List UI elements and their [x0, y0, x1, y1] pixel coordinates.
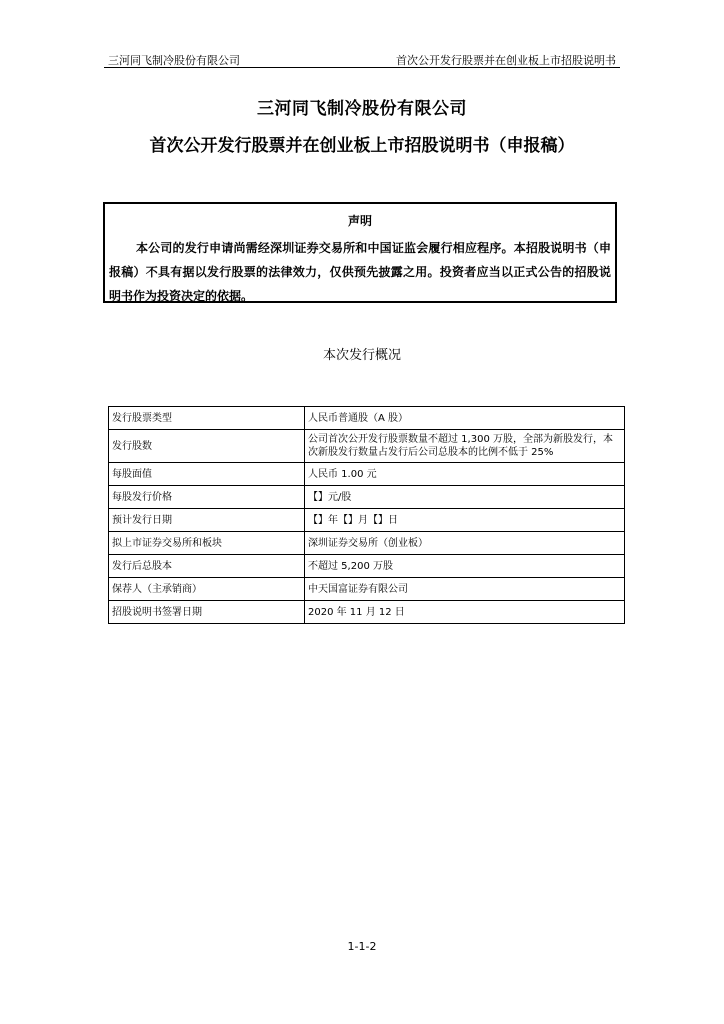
company-title: 三河同飞制冷股份有限公司 — [257, 99, 467, 119]
declaration-heading: 声明 — [347, 214, 372, 228]
table-row — [109, 509, 625, 532]
row-label: 招股说明书签署日期 — [109, 601, 305, 624]
running-header — [104, 48, 620, 68]
document-title: 首次公开发行股票并在创业板上市招股说明书（申报稿） — [149, 136, 575, 156]
overview-title: 本次发行概况 — [322, 348, 401, 363]
table-row — [109, 407, 625, 430]
row-label: 每股面值 — [109, 463, 305, 486]
table-row — [109, 578, 625, 601]
table-row — [109, 463, 625, 486]
row-value: 2020 年 11 月 12 日 — [305, 601, 625, 624]
row-value: 【】年【】月【】日 — [305, 509, 625, 532]
row-label: 发行后总股本 — [109, 555, 305, 578]
table-row — [109, 532, 625, 555]
row-label: 发行股数 — [109, 430, 305, 463]
table-row — [109, 430, 625, 463]
table-row — [109, 486, 625, 509]
page-number: 1-1-2 — [347, 940, 377, 953]
row-label: 拟上市证券交易所和板块 — [109, 532, 305, 555]
row-label: 每股发行价格 — [109, 486, 305, 509]
row-value: 中天国富证券有限公司 — [305, 578, 625, 601]
header-rule — [104, 67, 620, 68]
header-company: 三河同飞制冷股份有限公司 — [108, 54, 240, 67]
declaration-box — [103, 202, 617, 303]
row-value: 人民币普通股（A 股） — [305, 407, 625, 430]
header-doc-title: 首次公开发行股票并在创业板上市招股说明书 — [396, 54, 616, 67]
offering-overview-table — [108, 406, 625, 624]
row-value: 不超过 5,200 万股 — [305, 555, 625, 578]
row-value: 公司首次公开发行股票数量不超过 1,300 万股，全部为新股发行，本次新股发行数量占发行后公司总股本的比例不低于 25% — [305, 430, 625, 463]
row-label: 发行股票类型 — [109, 407, 305, 430]
row-value: 人民币 1.00 元 — [305, 463, 625, 486]
row-label: 保荐人（主承销商） — [109, 578, 305, 601]
row-label: 预计发行日期 — [109, 509, 305, 532]
table-row — [109, 601, 625, 624]
declaration-body: 本公司的发行申请尚需经深圳证券交易所和中国证监会履行相应程序。本招股说明书（申报稿）不具有据以发行股票的法律效力，仅供预先披露之用。投资者应当以正式公告的招股说明书作为投资决定的依据。 — [109, 241, 611, 303]
table-row — [109, 555, 625, 578]
row-value: 【】元/股 — [305, 486, 625, 509]
row-value: 深圳证券交易所（创业板） — [305, 532, 625, 555]
